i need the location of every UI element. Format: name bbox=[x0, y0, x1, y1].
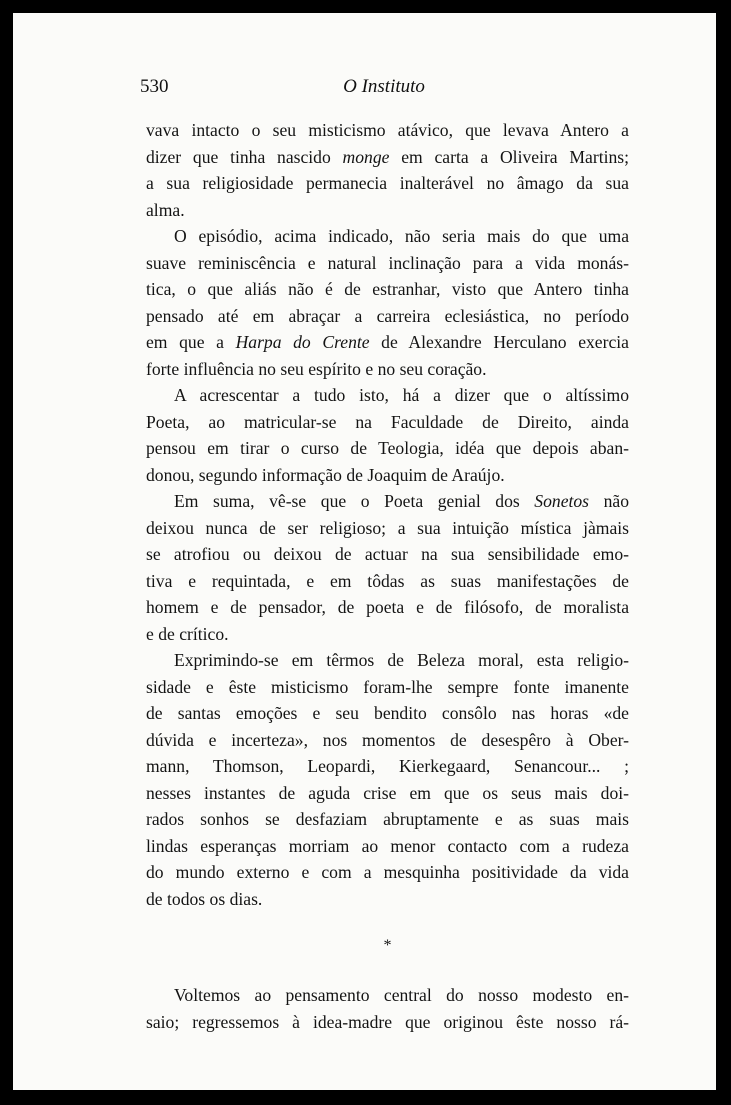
text-line: a sua religiosidade permanecia inalterável no âmago da sua bbox=[146, 173, 629, 193]
body-text bbox=[146, 117, 629, 1035]
italic-title: Sonetos bbox=[534, 491, 590, 511]
italic-title: Harpa do Crente bbox=[235, 332, 370, 352]
text-line: de todos os dias. bbox=[146, 888, 263, 909]
paragraph bbox=[146, 647, 629, 912]
text-line: deixou nunca de ser religioso; a sua intuição mística jàmais bbox=[146, 517, 629, 538]
text-line: lindas esperanças morriam ao menor contacto com a rudeza bbox=[146, 835, 629, 856]
text-line: tica, o que aliás não é de estranhar, visto que Antero tinha bbox=[146, 279, 629, 299]
running-title: O Instituto bbox=[343, 76, 425, 97]
text-line: se atrofiou ou deixou de actuar na sua sensibilidade emo- bbox=[146, 544, 629, 564]
book-page bbox=[13, 13, 716, 1090]
text-line: dúvida e incerteza», nos momentos de desespêro à Ober- bbox=[146, 729, 629, 750]
text-line: vava intacto o seu misticismo atávico, que levava Antero a bbox=[146, 120, 629, 140]
text-line: do mundo externo e com a mesquinha positividade da vida bbox=[146, 862, 629, 882]
paragraph bbox=[146, 382, 629, 488]
text-line: nesses instantes de aguda crise em que os seus mais doi- bbox=[146, 782, 629, 803]
text-line: donou, segundo informação de Joaquim de Araújo. bbox=[146, 464, 505, 485]
page-number: 530 bbox=[140, 76, 169, 97]
section-separator: * bbox=[383, 937, 392, 954]
page-header bbox=[140, 76, 628, 106]
text-line: Em suma, vê-se que o Poeta genial dos Sonetos não bbox=[174, 491, 629, 511]
text-line: dizer que tinha nascido monge em carta a Oliveira Martins; bbox=[146, 146, 629, 167]
text-line: homem e de pensador, de poeta e de filósofo, de moralista bbox=[146, 597, 629, 617]
text-line: Voltemos ao pensamento central do nosso modesto en- bbox=[174, 985, 629, 1005]
text-line: tiva e requintada, e em tôdas as suas manifestações de bbox=[146, 570, 629, 591]
text-line: O episódio, acima indicado, não seria mais do que uma bbox=[174, 226, 629, 246]
paragraph bbox=[146, 488, 629, 647]
text-line: sidade e êste misticismo foram-lhe sempre fonte imanente bbox=[146, 676, 629, 697]
paragraph bbox=[146, 982, 629, 1035]
text-line: Exprimindo-se em têrmos de Beleza moral, esta religio- bbox=[174, 650, 629, 670]
text-line: saio; regressemos à idea-madre que originou êste nosso rá- bbox=[146, 1011, 629, 1032]
text-line: de santas emoções e seu bendito consôlo nas horas «de bbox=[146, 703, 629, 723]
text-line: alma. bbox=[146, 199, 185, 220]
text-line: mann, Thomson, Leopardi, Kierkegaard, Senancour... ; bbox=[146, 756, 629, 776]
paragraph bbox=[146, 117, 629, 223]
text-line: A acrescentar a tudo isto, há a dizer que o altíssimo bbox=[174, 385, 629, 405]
text-line: pensou em tirar o curso de Teologia, idéa que depois aban- bbox=[146, 438, 629, 458]
text-line: suave reminiscência e natural inclinação para a vida monás- bbox=[146, 252, 629, 273]
paragraph bbox=[146, 223, 629, 382]
text-line: pensado até em abraçar a carreira eclesiástica, no período bbox=[146, 305, 629, 326]
text-line: em que a Harpa do Crente de Alexandre Herculano exercia bbox=[146, 332, 629, 352]
text-line: Poeta, ao matricular-se na Faculdade de Direito, ainda bbox=[146, 411, 629, 432]
italic-title: monge bbox=[342, 146, 390, 167]
text-line: e de crítico. bbox=[146, 623, 229, 644]
text-line: rados sonhos se desfaziam abruptamente e as suas mais bbox=[146, 809, 629, 829]
text-line: forte influência no seu espírito e no seu coração. bbox=[146, 358, 487, 379]
